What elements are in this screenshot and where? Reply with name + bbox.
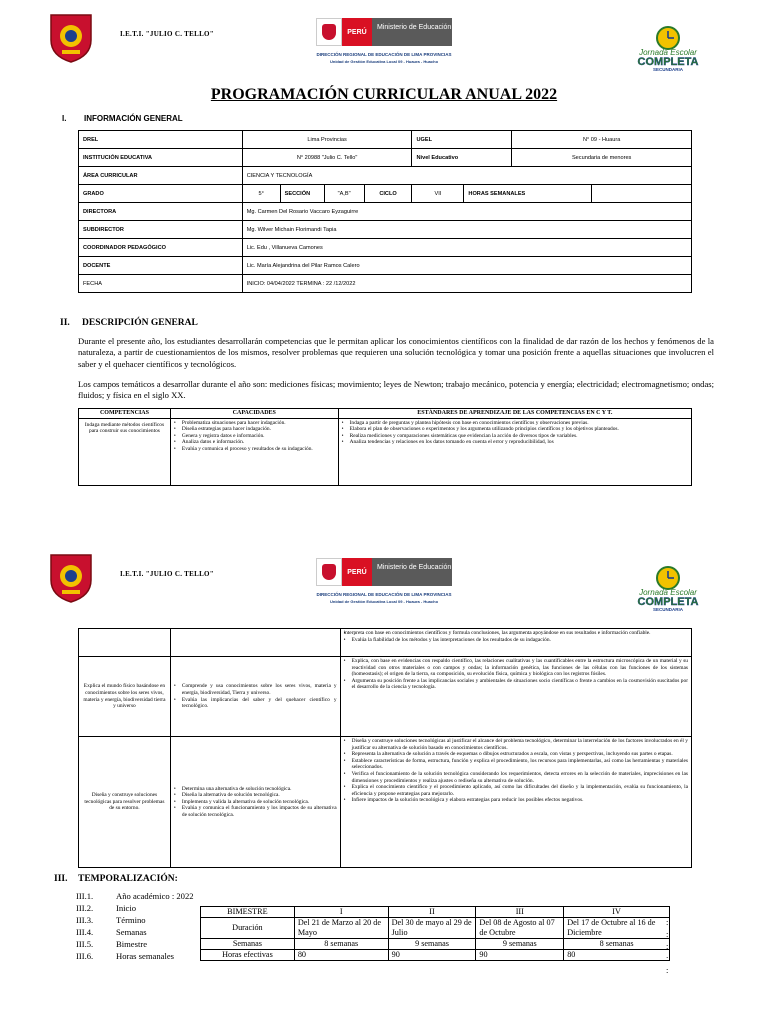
list-item: • Evalúa la fiabilidad de los métodos y las interpretaciones de los resultados de su indagación. (344, 637, 688, 644)
list-item: • Evalúa y comunica el funcionamiento y los impactos de su alternativa de solución tecnológica. (174, 805, 337, 818)
logo-text-2: COMPLETA (637, 56, 699, 68)
list-item: • Diseña la alternativa de solución tecnológica. (174, 792, 337, 799)
section-1-number: I. (62, 114, 67, 123)
horas-efectivas-label: Horas efectivas (201, 950, 295, 961)
fecha-value: INICIO: 04/04/2022 TERMINA : 22 /12/2022 (242, 275, 691, 293)
section-3-number: III. (54, 874, 68, 884)
document-header (0, 8, 768, 72)
peru-shield-icon (316, 18, 342, 46)
section-1-title: INFORMACIÓN GENERAL (84, 114, 183, 123)
list-item: • Indaga a partir de preguntas y plantea hipótesis con base en conocimientos científicos y observaciones previas. (342, 420, 688, 427)
list-item: • Explica, con base en evidencias con respaldo científico, las relaciones cualitativas y las cuantificables entre la estructura microscópica de un material y su reactividad con otros materiales o con campos y ondas; la información genética, las funciones de las células con las funciones de los sistemas (homeostasis); el origen de la tierra, su composición, su evolución física, química y biológica con los registros fósiles. (344, 658, 688, 678)
logo-text-1: Jornada Escolar (639, 588, 697, 597)
dre-line-1: DIRECCIÓN REGIONAL DE EDUCACIÓN DE LIMA PROVINCIAS (316, 52, 452, 57)
table-row (201, 918, 670, 939)
table-row (79, 167, 692, 185)
ugel-label: UGEL (412, 131, 512, 149)
peru-label: PERÚ (342, 18, 372, 46)
list-item: • interpreta con base en conocimientos científicos y formula conclusiones, las argumenta apoyándose en sus resultados e información confiable. (344, 630, 688, 637)
ministry-label: Ministerio de Educación (372, 558, 452, 586)
school-name: I.E.T.I. "JULIO C. TELLO" (120, 30, 214, 38)
semanas-1: 8 semanas (294, 939, 388, 950)
table-row (201, 950, 670, 961)
list-item: • Comprende y usa conocimientos sobre los seres vivos, materia y energía, biodiversidad, Tierra y universo. (174, 683, 337, 696)
competencies-table (78, 408, 692, 486)
list-item: III.2. Inicio (76, 903, 137, 913)
list-item: • Diseña estrategias para hacer indagación. (174, 426, 335, 433)
competency-1-capacities (170, 418, 338, 485)
list-item: • Determina una alternativa de solución tecnológica. (174, 786, 337, 793)
jornada-completa-logo (618, 564, 718, 612)
semanas-2: 9 semanas (388, 939, 476, 950)
document-header-2 (0, 548, 768, 612)
ministry-label: Ministerio de Educación (372, 18, 452, 46)
coordinador-value: Lic. Edu , Villanueva Camones (242, 239, 691, 257)
seccion-label: SECCIÓN (280, 185, 324, 203)
list-item: • Evalúa las implicancias del saber y del quehacer científico y tecnológico. (174, 697, 337, 710)
ciclo-value: VII (412, 185, 464, 203)
table-row (201, 939, 670, 950)
list-item: • Explica el conocimiento científico y el procedimiento aplicado, así como las dificultades del diseño y la implementación, evalúa su funcionamiento, la eficiencia y propone estrategias para mejorarlo. (344, 784, 688, 797)
subdirector-value: Mg. Wilver Michain Florimandi Tapia (242, 221, 691, 239)
section-2-number: II. (60, 318, 70, 328)
table-row (79, 257, 692, 275)
semanas-3: 9 semanas (476, 939, 564, 950)
bimestre-1-header: I (294, 907, 388, 918)
page-gap (0, 520, 768, 540)
table-row (79, 149, 692, 167)
table-header-row (79, 409, 692, 419)
list-item: • Argumenta su posición frente a las implicancias sociales y ambientales de situaciones socio científicas o frente a cambios en la cosmovisión suscitados por el desarrollo de la ciencia y tecnología. (344, 678, 688, 691)
list-item: III.1. Año académico : 2022 (76, 891, 194, 901)
duracion-2: Del 30 de mayo al 29 de Julio (388, 918, 476, 939)
competency-3-name: Diseña y construye soluciones tecnológicas para resolver problemas de su entorno. (79, 737, 171, 868)
directora-value: Mg. Carmen Del Rosario Vaccaro Eyzaguirre (242, 203, 691, 221)
competency-2-capacities (170, 657, 340, 737)
competency-3-capacities (170, 737, 340, 868)
nivel-value: Secundaria de menores (512, 149, 692, 167)
docente-value: Lic. María Alejandrina del Pilar Ramos Calero (242, 257, 691, 275)
table-row (79, 203, 692, 221)
header-capacidades: CAPACIDADES (170, 409, 338, 419)
list-item: • Analiza tendencias y relaciones en los datos tomando en cuenta el error y reproducibilidad, los (342, 439, 688, 446)
list-item: III.6. Horas semanales (76, 951, 174, 961)
school-name: I.E.T.I. "JULIO C. TELLO" (120, 570, 214, 578)
dre-line-2: Unidad de Gestión Educativa Local 09 - Huaura - Huacho (329, 59, 439, 64)
competency-1-name: Indaga mediante métodos científicos para construir sus conocimientos (79, 418, 171, 485)
competency-3-standards (340, 737, 691, 868)
competency-1-standards (338, 418, 691, 485)
list-item: III.3. Término (76, 915, 146, 925)
horas-efectivas-2: 90 (388, 950, 476, 961)
empty-cell (79, 629, 171, 657)
list-item: • Diseña y construye soluciones tecnológicas al justificar el alcance del problema tecnológico, determinar la interrelación de los factores involucrados en él y justificar su alternativa de solución basado en conocimientos científicos. (344, 738, 688, 751)
duracion-4: Del 17 de Octubre al 16 de Diciembre (564, 918, 670, 939)
dre-line-2: Unidad de Gestión Educativa Local 09 - Huaura - Huacho (329, 599, 439, 604)
list-item: • Elabora el plan de observaciones o experimentos y los argumenta utilizando principios científicos y los objetivos planteados. (342, 426, 688, 433)
ciclo-label: CICLO (364, 185, 412, 203)
section-3-heading (54, 874, 714, 884)
list-item: • Representa la alternativa de solución a través de esquemas o dibujos estructurados a escala, con vistas y perspectivas, incluyendo sus partes o etapas. (344, 751, 688, 758)
table-row (79, 418, 692, 485)
table-row (79, 239, 692, 257)
directora-label: DIRECTORA (79, 203, 243, 221)
description-paragraph-2: Los campos temáticos a desarrollar durante el año son: mediciones físicas; movimiento; leyes de Newton; trabajo mecánico, potencia y energía; electricidad; electromagnetismo; ondas; fluidos; y física en el siglo XX. (78, 379, 714, 401)
semanas-label: Semanas (201, 939, 295, 950)
horas-label: HORAS SEMANALES (464, 185, 592, 203)
document-title: PROGRAMACIÓN CURRICULAR ANUAL 2022 (210, 86, 558, 103)
section-3-title: TEMPORALIZACIÓN: (78, 874, 178, 884)
list-item: • Verifica el funcionamiento de la solución tecnológica considerando los requerimientos, detecta errores en la selección de materiales, imprecisiones en las dimensiones y procedimientos y realiza ajustes o rediseña su alternativa de solución. (344, 771, 688, 784)
grado-label: GRADO (79, 185, 243, 203)
dre-label: DREL (79, 131, 243, 149)
competency-1-standards-cont (340, 629, 691, 657)
list-item: • Realiza mediciones y comparaciones sistemáticas que evidencian la acción de diversos tipos de variables. (342, 433, 688, 440)
temporalization-list (76, 890, 194, 962)
bimestre-header: BIMESTRE (201, 907, 295, 918)
list-item: • Evalúa y comunica el proceso y resultados de su indagación. (174, 446, 335, 453)
bimestre-3-header: III (476, 907, 564, 918)
list-item: • Implementa y valida la alternativa de solución tecnológica. (174, 799, 337, 806)
fecha-label: FECHA (79, 275, 243, 293)
table-row (79, 185, 692, 203)
list-item: III.5. Bimestre (76, 939, 148, 949)
area-label: ÁREA CURRICULAR (79, 167, 243, 185)
duracion-1: Del 21 de Marzo al 20 de Mayo (294, 918, 388, 939)
list-item: • Infiere impactos de la solución tecnológica y elabora estrategias para reducir los posibles efectos negativos. (344, 797, 688, 804)
section-2-title: DESCRIPCIÓN GENERAL (82, 318, 198, 328)
dre-value: Lima Provincias (242, 131, 412, 149)
peru-shield-icon (316, 558, 342, 586)
table-row (79, 275, 692, 293)
duracion-label: Duración (201, 918, 295, 939)
ministry-logo (316, 558, 452, 586)
docente-label: DOCENTE (79, 257, 243, 275)
list-item: • Genera y registra datos e información. (174, 433, 335, 440)
empty-cell (170, 629, 340, 657)
description-paragraph-1: Durante el presente año, los estudiantes desarrollarán competencias que le permitan aplicar los conocimientos científicos con la finalidad de dar razón de los hechos y fenómenos de la naturaleza, a partir de cuestionamientos de los mismos, resolver problemas que requieren una solución tecnológica y tomar una posición frente a aquellas situaciones que involucren el saber y el quehacer científicos y tecnológicos. (78, 336, 714, 369)
header-competencias: COMPETENCIAS (79, 409, 171, 419)
colon-column: : : : : : (666, 917, 669, 975)
temporalization-section (54, 874, 714, 975)
bimestre-4-header: IV (564, 907, 670, 918)
horas-efectivas-4: 80 (564, 950, 670, 961)
logo-text-3: SECUNDARIA (652, 67, 684, 72)
section-2-heading (60, 318, 198, 328)
horas-value (592, 185, 692, 203)
ie-label: INSTITUCIÓN EDUCATIVA (79, 149, 243, 167)
ugel-value: N° 09 - Huaura (512, 131, 692, 149)
header-estandares: ESTÁNDARES DE APRENDIZAJE DE LAS COMPETENCIAS EN C Y T. (338, 409, 691, 419)
logo-text-1: Jornada Escolar (639, 48, 697, 57)
grado-value: 5° (242, 185, 280, 203)
peru-label: PERÚ (342, 558, 372, 586)
table-header-row (201, 907, 670, 918)
logo-text-2: COMPLETA (637, 596, 699, 608)
semanas-4: 8 semanas (564, 939, 670, 950)
dre-line-1: DIRECCIÓN REGIONAL DE EDUCACIÓN DE LIMA PROVINCIAS (316, 592, 452, 597)
table-row (79, 657, 692, 737)
competency-2-standards (340, 657, 691, 737)
area-value: CIENCIA Y TECNOLOGÍA (242, 167, 691, 185)
seccion-value: "A,B" (324, 185, 364, 203)
jornada-completa-logo (618, 24, 718, 72)
horas-efectivas-3: 90 (476, 950, 564, 961)
nivel-label: Nivel Educativo (412, 149, 512, 167)
bimester-table (200, 906, 670, 961)
coordinador-label: COORDINADOR PEDAGÓGICO (79, 239, 243, 257)
list-item: • Establece características de forma, estructura, función y explica el procedimiento, los recursos para implementarlas, así como las herramientas y materiales seleccionados. (344, 758, 688, 771)
general-info-table (78, 130, 692, 293)
competencies-table-continued (78, 628, 692, 868)
table-row (79, 629, 692, 657)
section-1-heading (62, 114, 183, 123)
list-item: III.4. Semanas (76, 927, 147, 937)
table-row (79, 221, 692, 239)
table-row (79, 131, 692, 149)
bimestre-2-header: II (388, 907, 476, 918)
ministry-logo (316, 18, 452, 46)
list-item: • Analiza datos e información. (174, 439, 335, 446)
table-row (79, 737, 692, 868)
duracion-3: Del 08 de Agosto al 07 de Octubre (476, 918, 564, 939)
ie-value: N° 20988 "Julio C. Tello" (242, 149, 412, 167)
logo-text-3: SECUNDARIA (652, 607, 684, 612)
list-item: • Problematiza situaciones para hacer indagación. (174, 420, 335, 427)
horas-efectivas-1: 80 (294, 950, 388, 961)
subdirector-label: SUBDIRECTOR (79, 221, 243, 239)
competency-2-name: Explica el mundo físico basándose en conocimientos sobre los seres vivos, materia y energía, biodiversidad tierra y universo (79, 657, 171, 737)
